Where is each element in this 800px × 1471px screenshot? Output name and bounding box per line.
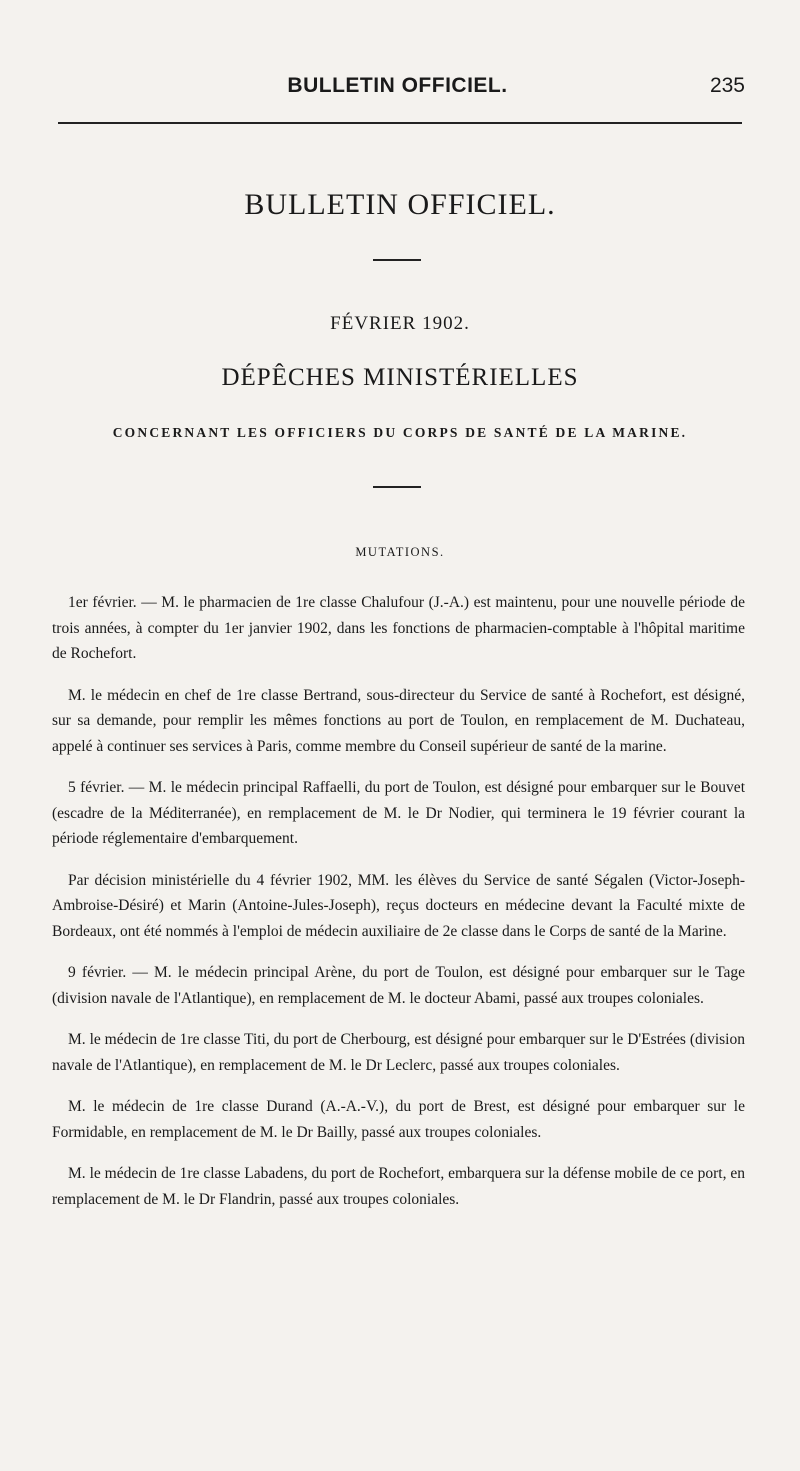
running-header: [50, 74, 745, 100]
running-title: BULLETIN OFFICIEL.: [287, 74, 508, 97]
entry-paragraph: M. le médecin de 1re classe Labadens, du port de Rochefort, embarquera sur la défense mobile de ce port, en remplacement de M. le Dr Flandrin, passé aux troupes coloniales.: [52, 1165, 745, 1208]
body-text: [52, 590, 745, 1228]
entry-paragraph: M. le médecin de 1re classe Titi, du port de Cherbourg, est désigné pour embarquer sur le D'Estrées (division navale de l'Atlantique), en remplacement de M. le Dr Leclerc, passé aux troupes coloniales.: [52, 1031, 745, 1074]
entry-paragraph: 5 février. — M. le médecin principal Raffaelli, du port de Toulon, est désigné pour embarquer sur le Bouvet (escadre de la Méditerranée), en remplacement de M. le Dr Nodier, qui terminera le 19 février courant la période réglementaire d'embarquement.: [52, 779, 745, 847]
section-title: DÉPÊCHES MINISTÉRIELLES: [221, 364, 579, 391]
entry-paragraph: M. le médecin de 1re classe Durand (A.-A.-V.), du port de Brest, est désigné pour embarquer sur le Formidable, en remplacement de M. le Dr Bailly, passé aux troupes coloniales.: [52, 1098, 745, 1141]
mutations-heading: MUTATIONS.: [355, 545, 445, 559]
section-divider: [373, 486, 421, 488]
entry-paragraph: 9 février. — M. le médecin principal Arène, du port de Toulon, est désigné pour embarquer sur le Tage (division navale de l'Atlantique), en remplacement de M. le docteur Abami, passé aux troupes coloniales.: [52, 964, 745, 1007]
title-divider: [373, 259, 421, 261]
entry-paragraph: 1er février. — M. le pharmacien de 1re classe Chalufour (J.-A.) est maintenu, pour une nouvelle période de trois années, à compter du 1er janvier 1902, dans les fonctions de pharmacien-comptable à l'hôpital maritime de Rochefort.: [52, 594, 745, 662]
header-rule: [58, 122, 742, 124]
page-number: 235: [709, 74, 745, 97]
entry-paragraph: Par décision ministérielle du 4 février 1902, MM. les élèves du Service de santé Ségalen (Victor-Joseph-Ambroise-Désiré) et Marin (Antoine-Jules-Joseph), reçus docteurs en médecine devant la Faculté mixte de Bordeaux, ont été nommés à l'emploi de médecin auxiliaire de 2e classe dans le Corps de santé de la Marine.: [52, 871, 745, 940]
section-subtitle: CONCERNANT LES OFFICIERS DU CORPS DE SANTÉ DE LA MARINE.: [112, 425, 688, 440]
month-heading: FÉVRIER 1902.: [330, 313, 470, 334]
main-title: BULLETIN OFFICIEL.: [244, 188, 556, 221]
entry-paragraph: M. le médecin en chef de 1re classe Bertrand, sous-directeur du Service de santé à Rochefort, est désigné, sur sa demande, pour remplir les mêmes fonctions au port de Toulon, en remplacement de M. Duchateau, appelé à continuer ses services à Paris, comme membre du Conseil supérieur de santé de la marine.: [52, 686, 745, 755]
